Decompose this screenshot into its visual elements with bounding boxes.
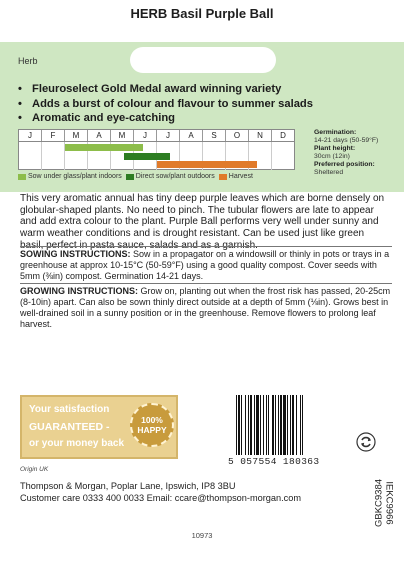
divider [20,246,392,247]
guarantee-line-3: or your money back [29,438,125,449]
calendar-legend [18,173,300,180]
company-address [20,481,301,504]
month-label: A [87,130,110,141]
month-label: S [202,130,225,141]
feature-item: • Aromatic and eye-catching [18,112,175,125]
month-label: F [41,130,64,141]
feature-list [18,82,398,126]
height-value: 30cm (12in) [314,153,350,161]
label-blank-box [130,47,276,73]
category-label: Herb [18,56,38,66]
growing-info [314,129,404,178]
sowing-calendar [18,129,295,170]
contact-line: Customer care 0333 400 0033 Email: ccare@thompson-morgan.com [20,492,302,503]
bullet-icon: • [18,83,22,95]
bullet-icon: • [18,112,22,125]
feature-item: • Fleuroselect Gold Medal award winning variety [18,83,282,95]
calendar-bar-sow-under-glass-plant-indoors [65,144,143,151]
legend-swatch [126,174,134,180]
recycle-icon [356,432,376,452]
height-label: Plant height: [314,145,356,153]
position-value: Sheltered [314,169,344,177]
barcode-stripe [303,395,305,455]
guarantee-line-1: Your satisfaction [29,404,110,415]
barcode-digits: 5 057554 180363 [228,456,320,467]
month-label: J [133,130,156,141]
barcode [236,395,328,455]
divider [20,283,392,284]
vertical-code-2: GBKC9384 [373,478,385,528]
month-label: J [156,130,179,141]
address-line: Thompson & Morgan, Poplar Lane, Ipswich, IP8 3BU [20,481,236,491]
guarantee-line-2: GUARANTEED - [29,421,110,433]
month-label: J [28,131,32,140]
month-label: M [110,130,133,141]
position-label: Preferred position: [314,161,375,169]
growing-instructions [20,286,392,330]
legend-swatch [18,174,26,180]
month-label: D [271,130,294,141]
feature-item: • Adds a burst of colour and flavour to summer salads [18,97,313,110]
bullet-icon: • [18,97,22,110]
germination-label: Germination: [314,129,357,136]
germination-value: 14-21 days (50-59°F) [314,137,379,145]
vertical-code-1: IEKC9966 [383,481,395,525]
sowing-instructions [20,249,392,282]
legend-item-harvest: Harvest [219,173,253,180]
happy-seal-icon: 100% HAPPY [130,403,174,447]
month-label: O [225,130,248,141]
origin-label: Origin UK [20,466,49,473]
calendar-bar-harvest [157,161,258,168]
legend-item-sow-indoors: Sow under glass/plant indoors [18,173,122,180]
calendar-months [19,130,294,142]
product-title: HERB Basil Purple Ball [130,6,274,21]
growing-heading: GROWING INSTRUCTIONS: [20,286,138,296]
legend-swatch [219,174,227,180]
legend-item-sow-outdoors: Direct sow/plant outdoors [126,173,215,180]
description: This very aromatic annual has tiny deep purple leaves which are borne densely on globular-shaped plants. No need to pinch. The tubular flowers are late to appear and add extra colour to the plant. Purple Ball performs very well under sunny and warm weather conditions and is drought resistant. Can be used just like green [20,193,385,240]
growing-text: Grow on, planting out when the frost risk has passed, 20-25cm (8-10in) apart. Can also be sown thinly direct outside at a depth of 5mm (⅛in). Grows best in well-drained soil in a sunny position or in the greenhouse. Remove flowers to prolong leaf harvest. [20,286,391,329]
month-label: N [248,130,271,141]
month-label: M [64,130,87,141]
product-code-number: 10973 [191,531,213,540]
calendar-bar-direct-sow-plant-outdoors [124,153,170,160]
guarantee-badge [20,395,178,459]
month-label: A [179,130,202,141]
sowing-heading: SOWING INSTRUCTIONS: [20,249,131,259]
vertical-codes [373,474,395,532]
sowing-text: Sow in a propagator on a windowsill or thinly in pots or trays in a greenhouse at approx 10-15°C (50-59°F) using a good quality compost. Cover seeds with 5mm (⅜in) compost. Germination 14-21 days. [20,249,390,281]
